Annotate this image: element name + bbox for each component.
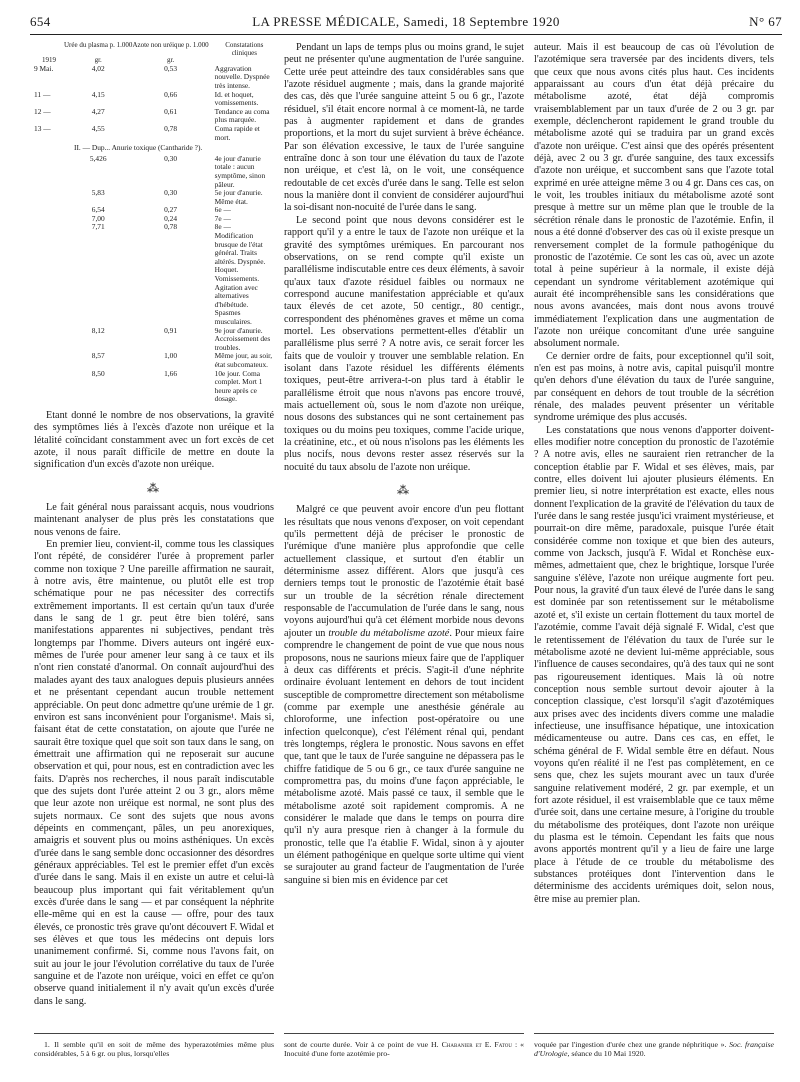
cell-obs: Id. et hoquet, vomissements. bbox=[214, 89, 259, 108]
paragraph: En premier lieu, convient-il, comme tous les classiques l'ont répété, de considérer l'urée à proprement parler comme non toxique ? Une pareille affirmation ne saurait, à notre avis, être maintenue, ou plutôt elle est trop schématique pour ne pas nécessiter des correctifs extrêmement importants. Il est certain qu'un taux d'urée dans le sang de 1 gr. peut être bien toléré, sans manifestations apparentes ni subjectives, pendant très longtemps par l'homme. Divers auteurs ont ingéré eux-mêmes de l'urée pour amener leur sang à ce taux et ils n'ont rien constaté d'anormal. On connaît aujourd'hui des malades ayant des taux analogues depuis plusieurs années et ne présentant cependant aucun trouble nettement appréciable. On peut donc admettre qu'une urémie de 1 gr. environ est sans inconvénient pour l'organisme¹. Mais si, faisant état de cette constatation, on ajoute que l'urée ne saurait être toxique quel que soit son taux dans le sang, on émettrait une affirmation qui ne reposerait sur aucune observation et qui, pour nous, est en contradiction avec les faits. D'après nos recherches, il nous paraît indiscutable que des sujets dont l'urée atteint 2 ou 3 gr., alors même que leur azote non uréique est normal, ne sont plus des sujets normaux. Ce sont des sujets que nous avons dépeints en commençant, pâles, un peu anorexiques, amaigris et souvent plus ou moins asthéniques. Un excès d'urée dans le sang semble donc occasionner des désordres généraux appréciables. Tel est le premier effet d'un excès d'urée dans le sang. Mais il en existe un autre et celui-là beaucoup plus important qui fait véritablement qu'un excès d'urée dans le sang — et par conséquent la néphrite elle-même qui en est la cause — offre, pour des taux élevés, ce pronostic très grave qu'ont découvert F. Widal et ses élèves et que tous les médecins ont depuis lors unanimement confirmé. Si, comme nous l'avons fait, on suit au jour le jour l'évolution corrélative du taux de l'urée sanguine et de l'azote non uréique, voici en effet ce qu'on observe quand initialement il n'y avait qu'un excès d'urée dans le sang. bbox=[34, 539, 274, 1007]
cell-azote: 0,91 bbox=[164, 325, 178, 335]
footnote-1: 1. Il semble qu'il en soit de même des hyperazotémies même plus considérables, 5 à 6 gr. ou plus, lorsqu'elles bbox=[34, 1040, 274, 1059]
table-row bbox=[34, 108, 274, 125]
table-row bbox=[34, 232, 274, 327]
cell-obs: 9e jour d'anurie. Accroissement des troubles. bbox=[214, 325, 271, 352]
footnote-continued: sont de courte durée. Voir à ce point de vue H. Chabanier et E. Fatou : « Inocuité d'une forte azotémie pro- bbox=[284, 1040, 525, 1059]
cell-azote: 0,27 bbox=[164, 205, 178, 215]
cell-azote: 0,78 bbox=[164, 123, 178, 133]
cell-uree: 8,57 bbox=[91, 351, 105, 361]
cell-azote: 0,30 bbox=[164, 188, 178, 198]
header-azote: Azote non uréique p. 1.000 bbox=[132, 41, 209, 49]
table-row bbox=[34, 370, 274, 404]
footnote-rule bbox=[534, 1033, 774, 1034]
cell-azote: 0,78 bbox=[164, 222, 178, 232]
table-subtitle: II. — Dup... Anurie toxique (Cantharide ?). bbox=[74, 143, 203, 153]
cell-uree: 4,55 bbox=[91, 123, 105, 133]
cell-azote bbox=[132, 232, 208, 327]
paragraph: Le second point que nous devons considérer est le rapport qu'il y a entre le taux de l'azote non uréique et la gravité des symptômes urémiques. En parcourant nos observations, on se rend compte qu'il existe un parallélisme indiscutable entre ces deux éléments, à savoir qu'aux taux d'azote résiduel faibles ou normaux ne correspond aucune manifestation appréciable et qu'aux taux élevés de cet azote, 50 centigr., 80 centigr., correspondent des phénomènes graves et même un coma mortel. Les observations permettent-elles d'établir un parallélisme plus serré ? A notre avis, ce serait forcer les faits que de vouloir y trouver une semblable relation. En isolant dans l'azote résiduel les différents éléments toxiques, peut-être arrivera-t-on plus tard à établir le parallélisme étroit que nous n'avons pas encore trouvé, mais actuellement où, sous le nom d'azote non uréique, nous dosons des substances qui ne sont certainement pas toxiques ou du moins peu toxiques, comme l'acide urique, la créatinine, etc., et où nous n'isolons pas les éléments les plus nocifs, nous devons rester assez réservés sur la nocuité du taux absolu de l'azote non uréique. bbox=[284, 214, 524, 473]
table-row bbox=[34, 327, 274, 353]
cell-date bbox=[34, 327, 64, 353]
cell-obs: 7e — bbox=[214, 213, 231, 223]
header-uree: Urée du plasma p. 1.000 bbox=[64, 41, 133, 49]
cell-obs: 8e — bbox=[214, 222, 231, 232]
column-3 bbox=[534, 42, 774, 906]
cell-uree: 4,02 bbox=[91, 63, 105, 73]
page-header bbox=[30, 14, 782, 32]
cell-uree: 8,12 bbox=[91, 325, 105, 335]
cell-date bbox=[34, 189, 64, 206]
table-row bbox=[34, 91, 274, 108]
cell-uree: 5,83 bbox=[91, 188, 105, 198]
cell-uree: 7,71 bbox=[91, 222, 105, 232]
journal-title: LA PRESSE MÉDICALE, Samedi, 18 Septembre 1920 bbox=[252, 14, 560, 29]
emphasis-text: trouble du métabolisme azoté bbox=[328, 627, 450, 639]
cell-date bbox=[34, 206, 64, 215]
header-observations: Constatations cliniques bbox=[225, 41, 264, 57]
paragraph: Ce dernier ordre de faits, pour exceptionnel qu'il soit, n'en est pas moins, à notre avis, capital puisqu'il montre qu'en dehors d'une élévation du taux de l'urée sanguine, par conséquent en dehors de tout trouble de la sécrétion rénale, des malades peuvent présenter un véritable syndrome urémique des plus accusés. bbox=[534, 350, 774, 424]
cell-uree: 5,426 bbox=[89, 153, 107, 163]
page-number: 654 bbox=[30, 14, 51, 29]
cell-azote: 0,66 bbox=[164, 89, 178, 99]
cell-date bbox=[34, 215, 64, 224]
cell-uree: 4,15 bbox=[91, 89, 105, 99]
cell-uree: 7,00 bbox=[91, 213, 105, 223]
unit-uree: gr. bbox=[94, 56, 102, 65]
cell-azote: 0,61 bbox=[164, 106, 178, 116]
cell-obs: Aggravation nouvelle. Dyspnée très intense. bbox=[214, 63, 270, 90]
column-2 bbox=[284, 42, 524, 887]
table-row bbox=[34, 65, 274, 91]
issue-number: N° 67 bbox=[749, 14, 782, 29]
cell-obs: Tendance au coma plus marquée. bbox=[214, 106, 270, 125]
cell-date bbox=[34, 232, 64, 327]
cell-date: 11 — bbox=[34, 89, 51, 99]
table-row bbox=[34, 125, 274, 142]
clinical-table bbox=[34, 42, 274, 404]
cell-date: 12 — bbox=[34, 106, 51, 116]
footnote-rule bbox=[34, 1033, 274, 1034]
cell-date: 13 — bbox=[34, 123, 51, 133]
paragraph: Etant donné le nombre de nos observations, la gravité des symptômes liés à l'excès d'azote non uréique et la létalité coïncidant constamment avec un fort excès de cet azote, il nous paraît difficile de mettre en doute la signification d'un excès d'azote non uréique. bbox=[34, 409, 274, 471]
cell-uree: 8,50 bbox=[91, 368, 105, 378]
paragraph: auteur. Mais il est beaucoup de cas où l'évolution de l'azotémique sera traversée par des incidents divers, tels que ceux que nous avons cités plus haut. Ces incidents apparaissant au cours d'un état déjà précaire du métabolisme azoté, état déjà compromis vraisemblablement par un taux d'urée de 2 ou 3 gr. par exemple, déclencheront rapidement le grand trouble du métabolisme azoté qui se traduira par un grand excès d'azote non uréique. C'est ainsi que des opérés présentent déjà, avec 2 ou 3 gr. d'urée sanguine, des taux excessifs d'azote non uréique, et succombent sans que l'azote total exprimé en urée atteigne même 3 ou 4 gr. Dans ces cas, on le voit, les troubles initiaux du métabolisme azoté sont presque à mettre sur un même plan que le trouble de la sécrétion rénale dans le pronostic de l'azotémie. Enfin, il nous a été donné d'observer des cas où il existe presque un renversement complet de la formule pathogénique du pronostic de l'azotémie. Ce sont les cas où, avec un azote total à peine supérieur à la normale, il existe déjà cependant un syndrome véritablement azotémique qui aurait été incompréhensible sans les considérations que nous avons avancées, mais dont nous avons trouvé immédiatement l'explication dans une augmentation de l'azote non uréique concomitant d'une urée sanguine absolument normale. bbox=[534, 42, 774, 350]
cell-obs: Coma rapide et mort. bbox=[214, 123, 260, 142]
cell-obs: Modification brusque de l'état général. Traits altérés. Dyspnée. Hoquet. Vomissements. Agitation avec alternatives d'hébétude. Spasmes musculaires. bbox=[214, 231, 266, 326]
cell-obs: 5e jour d'anurie. Même état. bbox=[214, 188, 263, 206]
header-rule bbox=[30, 34, 782, 35]
header-year: 1919 bbox=[42, 56, 56, 65]
paragraph: Le fait général nous paraissant acquis, nous voudrions maintenant analyser de plus près les constatations que nous venons de faire. bbox=[34, 502, 274, 538]
cell-date bbox=[34, 223, 64, 232]
cell-uree: 4,27 bbox=[91, 106, 105, 116]
cell-obs: 6e — bbox=[214, 205, 231, 215]
cell-obs: Même jour, au soir, état subcomateux. bbox=[214, 351, 273, 369]
table-row bbox=[34, 155, 274, 189]
cell-date bbox=[34, 155, 64, 189]
paragraph: Les constatations que nous venons d'apporter doivent-elles modifier notre conception du pronostic de l'azotémie ? A notre avis, elles ne sauraient rien retrancher de la conception établie par F. Widal et ses élèves, mais, par contre, elles doivent lui ajouter plusieurs éléments. En premier lieu, si notre interprétation est exacte, elles nous donnent l'explication de la gravité de l'élévation du taux de l'urée dans le sang restée jusqu'ici vraiment mystérieuse, et pourrait-on dire même, paradoxale, puisque l'urée était considérée comme non toxique et que bien des auteurs, comme von Jacksch, jusqu'à F. Widal et Ronchèse eux-mêmes, admettaient que, chez le brightique, lorsque l'urée sanguine s'élève, l'azote non uréique augmente fort peu. Pour nous, la gravité d'un taux élevé de l'urée dans le sang est dominée par son retentissement sur le métabolisme azoté et, s'il existe un certain flottement du taux mortel de l'azotémie, comme l'avait déjà signalé F. Widal, c'est que le retentissement de l'élévation du taux de l'urée sur le métabolisme azoté ne devient lui-même appréciable, sous l'influence de causes secondaires, qu'à des taux qui ne sont pas rigoureusement identiques. Mais là où notre conception nous semble surtout devoir ajouter à la conception classique, c'est lorsqu'il s'agit d'azotémiques aux prises avec des incidents divers comme une maladie infectieuse, une insuffisance hépatique, une intoxication médicamenteuse ou autre. Dans ces cas, en effet, le schéma général de F. Widal semble être en défaut. Nous voyons qu'en réalité il ne l'est pas complètement, en ce sens que, chez les sujets mourant avec un taux d'urée sanguine relativement modéré, 2 gr. par exemple, et un fort azote résiduel, il est vraisemblable que ce taux même d'urée soit, dans une certaine mesure, à l'origine du trouble du métabolisme des protéiques, dont l'azote non uréique du plasma est le témoin. Cependant les faits que nous avons apportés montrent qu'il y a lieu de faire une large place à l'étude de ce trouble du métabolisme des substances protéiques dont l'intervention dans le déterminisme des accidents urémiques doit, selon nous, être mise au premier plan. bbox=[534, 424, 774, 905]
paragraph: Malgré ce que peuvent avoir encore d'un peu flottant les résultats que nous venons d'exposer, on voit cependant qu'ils permettent déjà de préciser le pronostic de l'urémique d'une manière plus approfondie que celle actuellement classique, et surtout d'en établir un déterminisme assez différent. Alors que jusqu'à ces derniers temps tout le pronostic de l'azotémie était basé sur un trouble de la sécrétion rénale directement responsable de l'accumulation de l'urée dans le sang, nous voyons aujourd'hui qu'à cet élément morbide nous devons ajouter un trouble du métabolisme azoté. Pour mieux faire comprendre le changement de point de vue que nous nous proposons, nous ne saurions mieux faire que de l'appliquer à deux cas différents et précis. S'agit-il d'une néphrite ordinaire évoluant lentement en dehors de tout incident susceptible de compromettre directement son métabolisme (comme par exemple une anesthésie générale au chloroforme, une infection post-opératoire ou une infection quelconque), c'est l'élément rénal qui, pendant très longtemps, réglera le pronostic. Nous savons en effet que, tant que le taux de l'urée sanguine ne dépassera pas le chiffre fatidique de 5 ou 6 gr., ce taux d'urée sanguine ne compromettra pas, du moins d'une façon appréciable, le métabolisme azoté. Mais passé ce taux, il semble que le métabolisme azoté soit rapidement compromis. A ne considérer le malade que dans le temps on pourra dire qu'il n'y aura presque rien à changer à la formule du pronostic, telle que l'a établie F. Widal, sinon à y ajouter un élément pathogénique en quelque sorte ultime qui vient se surajouter au grand facteur de l'augmentation de l'urée sanguine si bien mis en évidence par cet bbox=[284, 504, 524, 886]
section-separator: ⁂ bbox=[397, 483, 411, 498]
cell-azote: 1,66 bbox=[164, 368, 178, 378]
cell-date bbox=[34, 370, 64, 404]
table-row bbox=[34, 206, 274, 215]
cell-azote: 0,53 bbox=[164, 63, 178, 73]
footnote-continued-end: voquée par l'ingestion d'urée chez une grande néphritique ». Soc. française d'Urologie, séance du 10 Mai 1920. bbox=[534, 1040, 774, 1059]
cell-azote: 0,24 bbox=[164, 213, 178, 223]
table-row bbox=[34, 215, 274, 224]
cell-azote: 0,30 bbox=[164, 153, 178, 163]
table-row bbox=[34, 189, 274, 206]
cell-date: 9 Mai. bbox=[34, 63, 54, 73]
section-separator: ⁂ bbox=[147, 480, 161, 495]
cell-uree bbox=[64, 232, 132, 327]
cell-azote: 1,00 bbox=[164, 351, 178, 361]
cell-date bbox=[34, 352, 64, 369]
cell-uree: 6,54 bbox=[91, 205, 105, 215]
paragraph: Pendant un laps de temps plus ou moins grand, le sujet peut ne présenter qu'une augmentation de l'urée sanguine. Cette urée peut atteindre des taux considérables sans que l'azote résiduel augmente ; mais, dans la grande majorité des cas, dès que l'urée sanguine atteint 5 ou 6 gr., l'azote résiduel, s'il était encore normal à ce moment-là, ne tarde pas à augmenter rapidement et dans de grandes proportions, et la mort du sujet survient à brève échéance. Par son élévation excessive, le taux de l'urée sanguine entraîne donc à son tour une élévation du taux de l'azote non uréique, et c'est là, on le voit, une conséquence redoutable de cet excès d'urée dans le sang. Telle est selon nous la manière dont il convient de considérer aujourd'hui la soi-disant non-nocuité de l'urée dans le sang. bbox=[284, 42, 524, 214]
unit-azote: gr. bbox=[166, 56, 175, 65]
cell-obs: 10e jour. Coma complet. Mort 1 heure après ce dosage. bbox=[214, 368, 263, 404]
column-1 bbox=[34, 42, 274, 1008]
cell-obs: 4e jour d'anurie totale : aucun symptôme, sinon pâleur. bbox=[214, 153, 266, 189]
footnote-rule bbox=[284, 1033, 524, 1034]
table-row bbox=[34, 352, 274, 369]
